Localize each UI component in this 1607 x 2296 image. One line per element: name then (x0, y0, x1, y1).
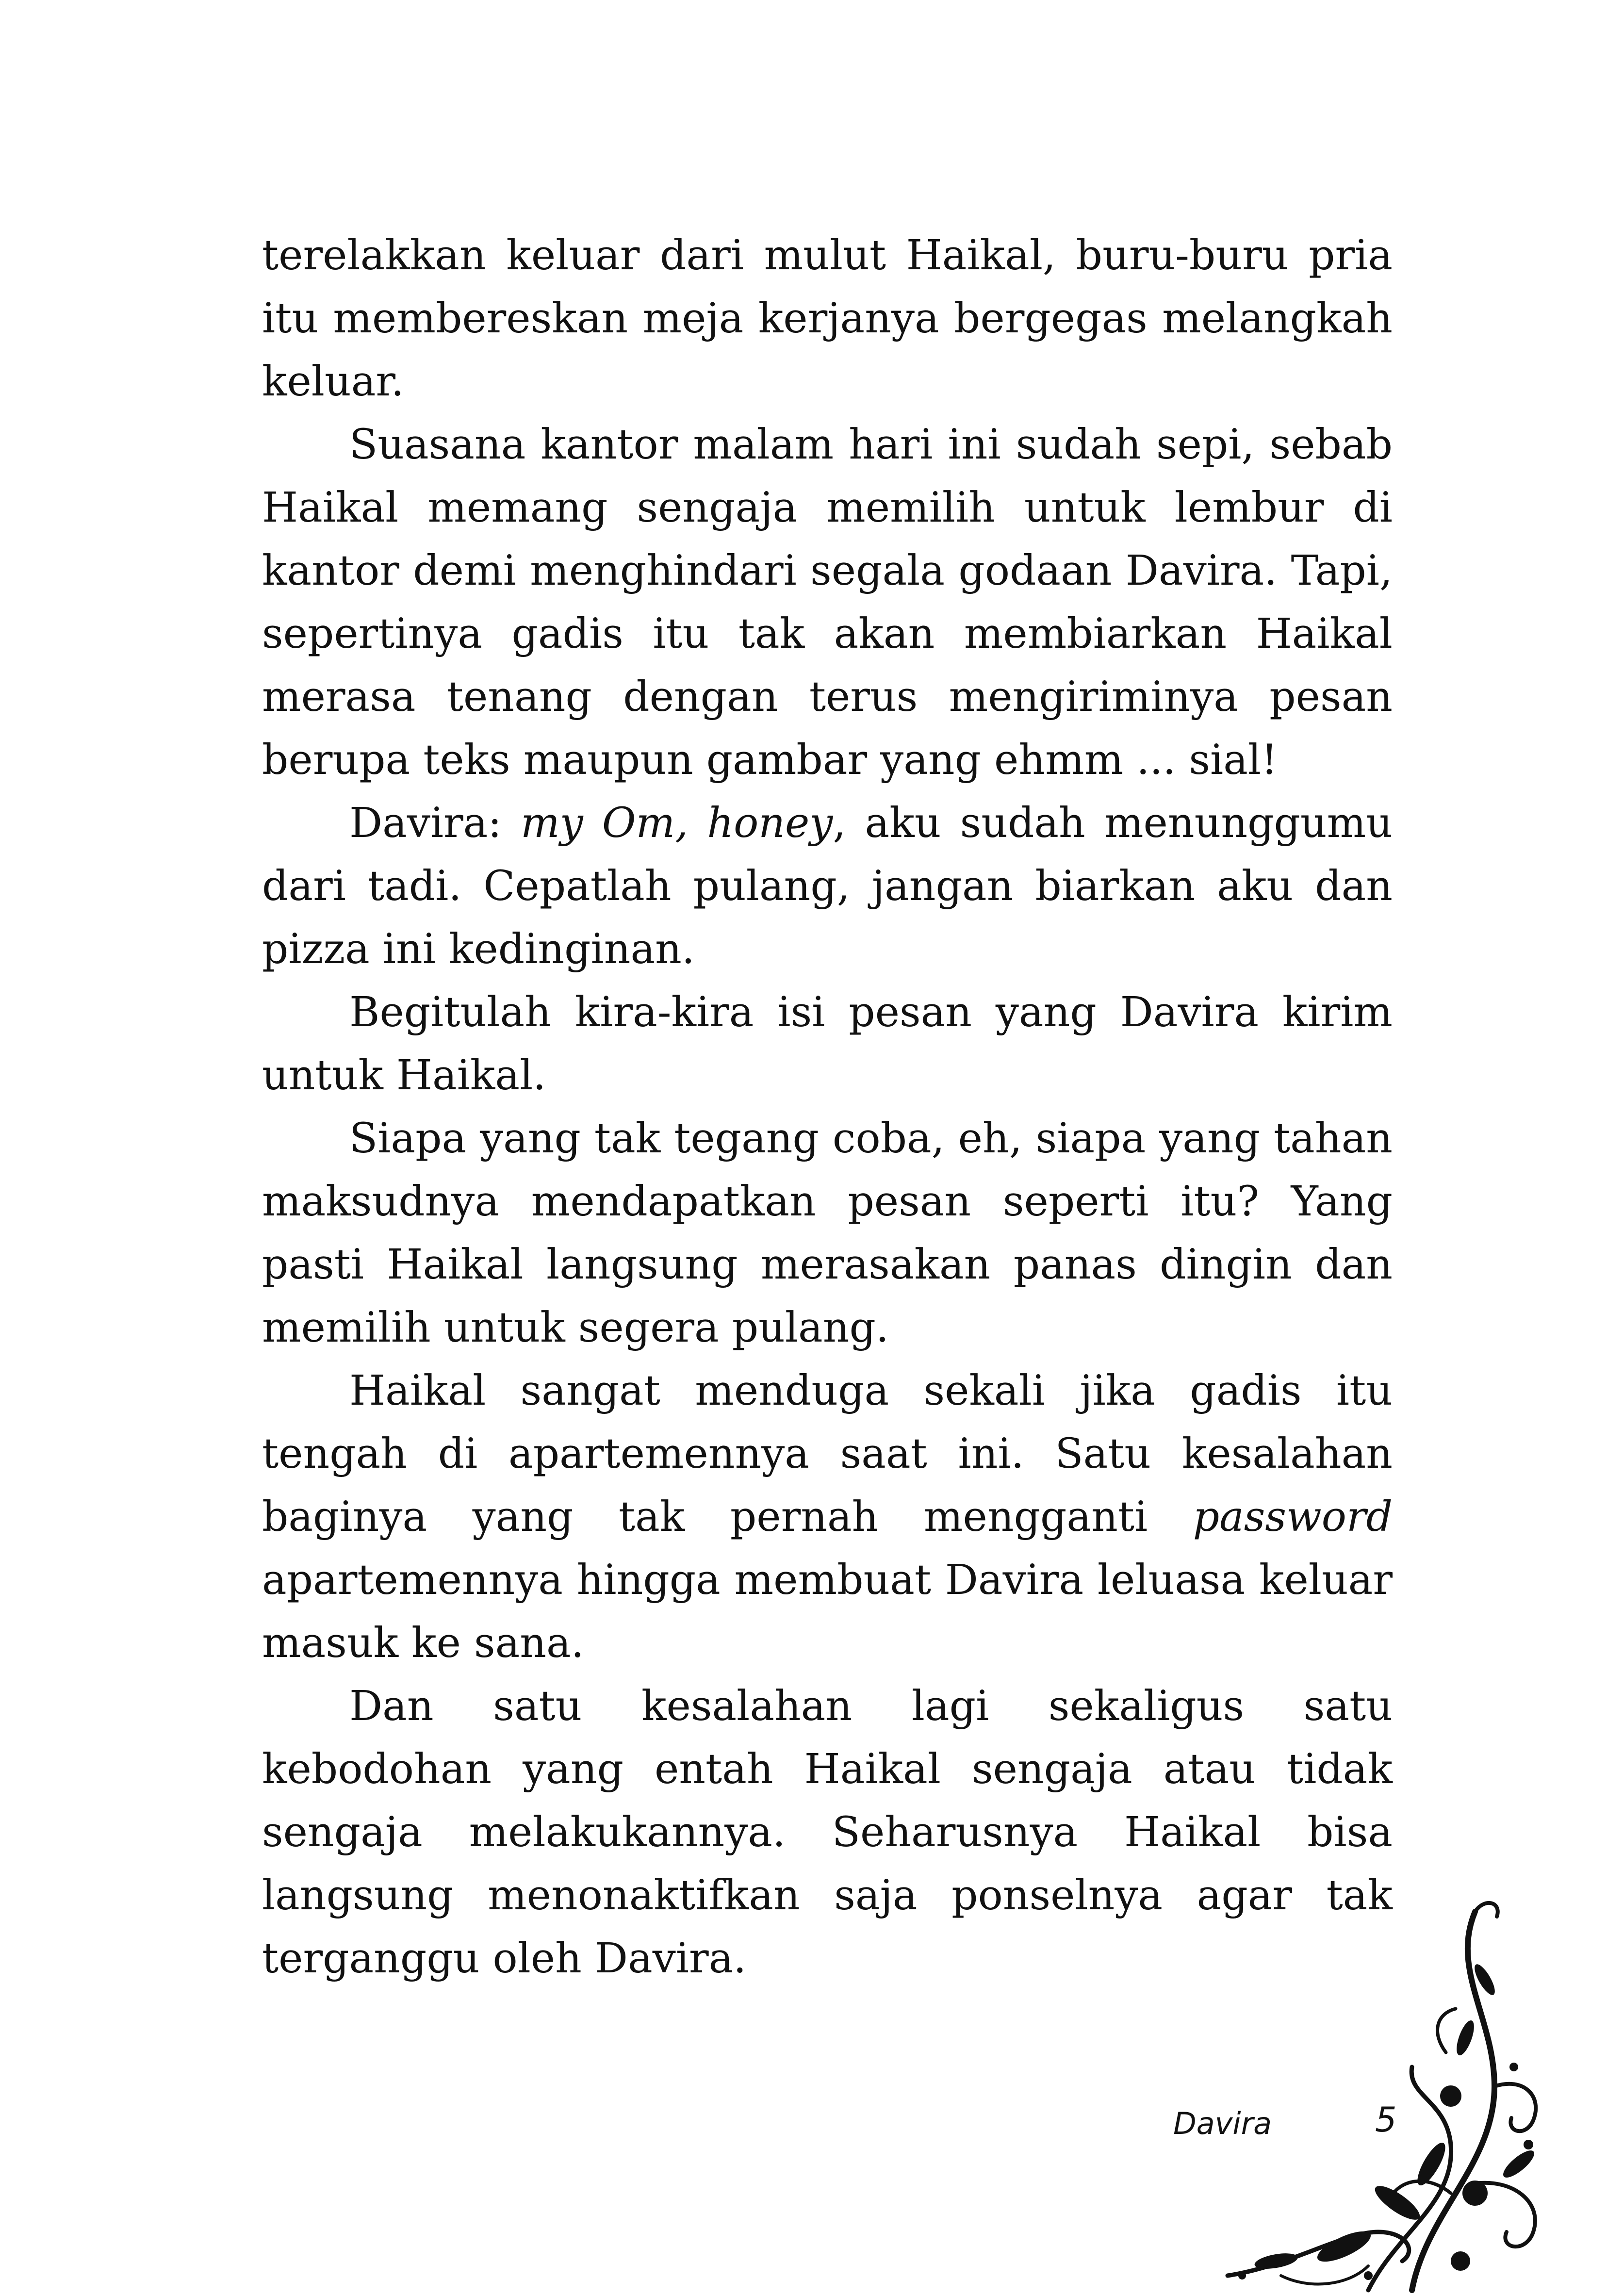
paragraph-3 (262, 792, 1393, 981)
paragraph-2 (262, 413, 1393, 792)
paragraph-2-text: Suasana kantor malam hari ini sudah sepi, sebab Haikal memang sengaja memilih untuk lembur di kantor demi menghindari segala godaan Davira. Tapi, sepertinya gadis itu tak akan membiarkan Haikal merasa tenang dengan terus mengiriminya pesan berupa teks maupun gambar yang ehmm ... sial! (262, 421, 1393, 784)
paragraph-1-text: terelakkan keluar dari mulut Haikal, buru-buru pria itu membereskan meja kerjanya bergegas melangkah keluar. (262, 231, 1393, 406)
paragraph-3-italic: my Om, honey (521, 799, 833, 847)
floral-vine-corner-icon (1223, 1892, 1607, 2296)
paragraph-1 (262, 224, 1393, 413)
paragraph-3-text-b: , aku sudah menunggumu dari tadi. Cepatlah pulang, jangan biarkan aku dan pizza ini kedinginan. (262, 799, 1393, 973)
paragraph-3-text-a: Davira: (349, 799, 521, 847)
paragraph-5-text: Siapa yang tak tegang coba, eh, siapa yang tahan maksudnya mendapatkan pesan seperti itu? Yang pasti Haikal langsung merasakan panas dingin dan memilih untuk segera pulang. (262, 1115, 1393, 1352)
footer-book-title: Davira (1173, 2106, 1272, 2141)
paragraph-7-text: Dan satu kesalahan lagi sekaligus satu kebodohan yang entah Haikal sengaja atau tidak sengaja melakukannya. Seharusnya Haikal bisa langsung menonaktifkan saja ponselnya agar tak terganggu oleh Davira. (262, 1682, 1393, 1983)
paragraph-5 (262, 1107, 1393, 1360)
paragraph-6-italic: password (1193, 1493, 1393, 1541)
page-number: 5 (1375, 2100, 1397, 2140)
paragraph-6-text-a: Haikal sangat menduga sekali jika gadis itu tengah di apartemennya saat ini. Satu kesalahan baginya yang tak pernah mengganti (262, 1367, 1393, 1541)
paragraph-6 (262, 1360, 1393, 1675)
body-text (262, 224, 1393, 1990)
paragraph-4 (262, 981, 1393, 1107)
paragraph-6-text-b: apartemennya hingga membuat Davira leluasa keluar masuk ke sana. (262, 1556, 1393, 1667)
paragraph-4-text: Begitulah kira-kira isi pesan yang Davira kirim untuk Haikal. (262, 988, 1393, 1099)
